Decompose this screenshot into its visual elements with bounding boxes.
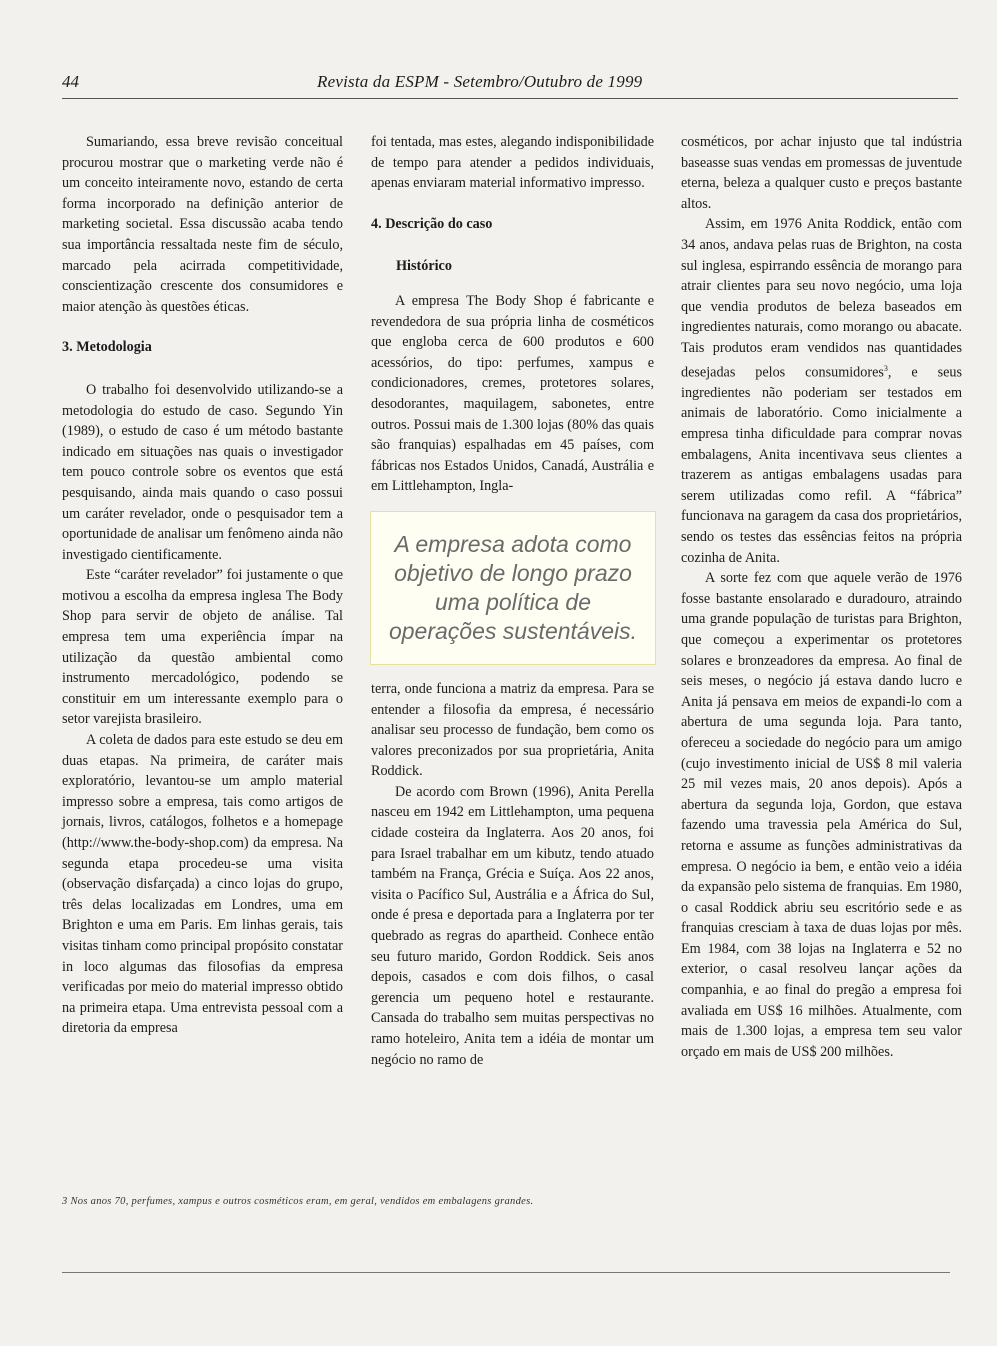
footer-divider <box>62 1272 950 1273</box>
footnote-reference: 3 <box>883 363 888 373</box>
page-number: 44 <box>62 72 79 91</box>
subsection-heading-historico: Histórico <box>396 258 452 275</box>
page-header <box>62 72 952 98</box>
paragraph: A sorte fez com que aquele verão de 1976 fosse bastante ensolarado e duradouro, atraindo uma grande população de turistas para Brighton, que começou a experimentar os protetores solares e bronzeadores da empresa. Ao final de seis meses, o negócio já estava dando lucro e Anita já pensava em meios de expandi-lo com a abertura de uma segunda loja. Para tanto, ofereceu a sociedade do negócio para um amigo (cujo investimento inicial de US$ 8 mil valeria 25 mil vezes mais, 20 anos depois). Após a abertura da segunda loja, Gordon, que estava fazendo uma travessia pela América do Sul, retorna e assume as funções administrativas da empresa. O negócio ia bem, e então veio a idéia da expansão pelo sistema de franquias. Em 1980, o casal Roddick abriu seu escritório sede e as franquias cresciam à taxa de duas lojas por mês. Em 1984, com 38 lojas na Inglaterra e 52 no exterior, o casal resolveu lançar ações da companhia, e ao final do pregão a empresa foi avaliada em US$ 16 milhões. Atualmente, com mais de 1.300 lojas, a empresa tem seu valor orçado em mais de US$ 200 milhões. <box>681 570 962 1060</box>
paragraph: A empresa The Body Shop é fabricante e revendedora de sua própria linha de cosméticos que engloba cerca de 600 produtos e 600 acessórios, do tipo: perfumes, xampus e condicionadores, cremes, protetores solares, desodorantes, maquilagem, sabonetes, entre outros. Possui mais de 1.300 lojas (80% das quais são franquias) espalhadas em 45 países, com fábricas nos Estados Unidos, Canadá, Austrália e em Littlehampton, Ingla- <box>371 292 654 495</box>
paragraph: De acordo com Brown (1996), Anita Perella nasceu em 1942 em Littlehampton, uma pequena cidade costeira da Inglaterra. Aos 20 anos, foi para Israel trabalhar em um kibutz, tendo atuado também na França, Grécia e Suíça. Aos 22 anos, visita o Pacífico Sul, Austrália e a África do Sul, onde é presa e deportada para a Inglaterra por ter quebrado as regras do apartheid. Conhece então seu futuro marido, Gordon Roddick. Seis anos depois, casados e com dois filhos, o casal gerencia um pequeno hotel e restaurante. Cansada do trabalho sem muitas perspectivas no ramo hoteleiro, Anita tem a idéia de montar um negócio no ramo de <box>371 783 654 1068</box>
header-divider <box>62 98 958 99</box>
paragraph: Este “caráter revelador” foi justamente o que motivou a escolha da empresa inglesa The Body Shop para servir de objeto de análise. Tal empresa tem uma experiência ímpar na utilização da questão ambiental como instrumento mercadológico, podendo se constituir em um interessante exemplo para o setor varejista brasileiro. <box>62 567 343 728</box>
paragraph: O trabalho foi desenvolvido utilizando-se a metodologia do estudo de caso. Segundo Yin (1989), o estudo de caso é um método bastante indicado em situações nas quais o investigador tem pouco controle sobre os eventos que está pesquisando, ainda mais quando o caso possui um caráter revelador, onde o pesquisador tem a oportunidade de analisar um fenômeno ainda não investigado cientificamente. <box>62 381 343 563</box>
section-heading-descricao: 4. Descrição do caso <box>371 215 493 232</box>
journal-title: Revista da ESPM - Setembro/Outubro de 1999 <box>317 72 643 91</box>
column-2 <box>371 132 654 1070</box>
paragraph-text: , e seus ingredientes não poderiam ser testados em animais de laboratório. Como inicialmente a empresa tinha dificuldade para comprar novas embalagens, Anita incentivava seus clientes a trazerem as antigas embalagens usadas para serem utilizadas como refil. A “fábrica” funcionava na garagem da casa dos proprietários, sendo os testes das essências feitos na própria cozinha de Anita. <box>681 364 962 566</box>
pull-quote-box <box>370 511 656 665</box>
paragraph: foi tentada, mas estes, alegando indisponibilidade de tempo para atender a pedidos individuais, apenas enviaram material informativo impresso. <box>371 134 654 192</box>
paragraph: cosméticos, por achar injusto que tal indústria baseasse suas vendas em promessas de juventude eterna, beleza a qualquer custo e preços bastante altos. <box>681 134 962 212</box>
paragraph: terra, onde funciona a matriz da empresa. Para se entender a filosofia da empresa, é necessário analisar seu processo de fundação, bem como os valores preconizados por sua proprietária, Anita Roddick. <box>371 680 654 780</box>
paragraph: Sumariando, essa breve revisão conceitual procurou mostrar que o marketing verde não é um conceito inteiramente novo, estando de certa forma incorporado na definição anterior de marketing societal. Essa discussão acaba tendo sua importância ressaltada neste fim de século, marcado pela acirrada competitividade, conscientização crescente dos consumidores e maior atenção às questões éticas. <box>62 134 343 315</box>
paragraph <box>681 214 962 568</box>
column-3 <box>681 132 962 1062</box>
column-1 <box>62 132 343 1039</box>
section-heading-metodologia: 3. Metodologia <box>62 339 152 356</box>
paragraph: A coleta de dados para este estudo se deu em duas etapas. Na primeira, de caráter mais exploratório, levantou-se um amplo material impresso sobre a empresa, tais como artigos de jornais, livros, catálogos, folhetos e a homepage (http://www.the-body-shop.com) da empresa. Na segunda etapa procedeu-se uma visita (observação disfarçada) a cinco lojas do grupo, três delas localizadas em Londres, uma em Brighton e uma em Paris. Em linhas gerais, tais visitas tinham como principal propósito constatar in loco algumas das filosofias da empresa verificadas por meio do material impresso obtido na primeira etapa. Uma entrevista pessoal com a diretoria da empresa <box>62 732 343 1037</box>
footnote: 3 Nos anos 70, perfumes, xampus e outros cosméticos eram, em geral, vendidos em embalagens grandes. <box>62 1196 534 1207</box>
paragraph-text: Assim, em 1976 Anita Roddick, então com 34 anos, andava pelas ruas de Brighton, na costa sul inglesa, espirrando essência de morango para atrair clientes para seu novo negócio, uma loja que vendia produtos de beleza baseados em ingredientes naturais, como morango ou abacate. Tais produtos eram vendidos nas quantidades desejadas pelos consumidores <box>681 216 962 381</box>
pull-quote-text: A empresa adota como objetivo de longo prazo uma política de operações sustentáveis. <box>388 530 638 644</box>
